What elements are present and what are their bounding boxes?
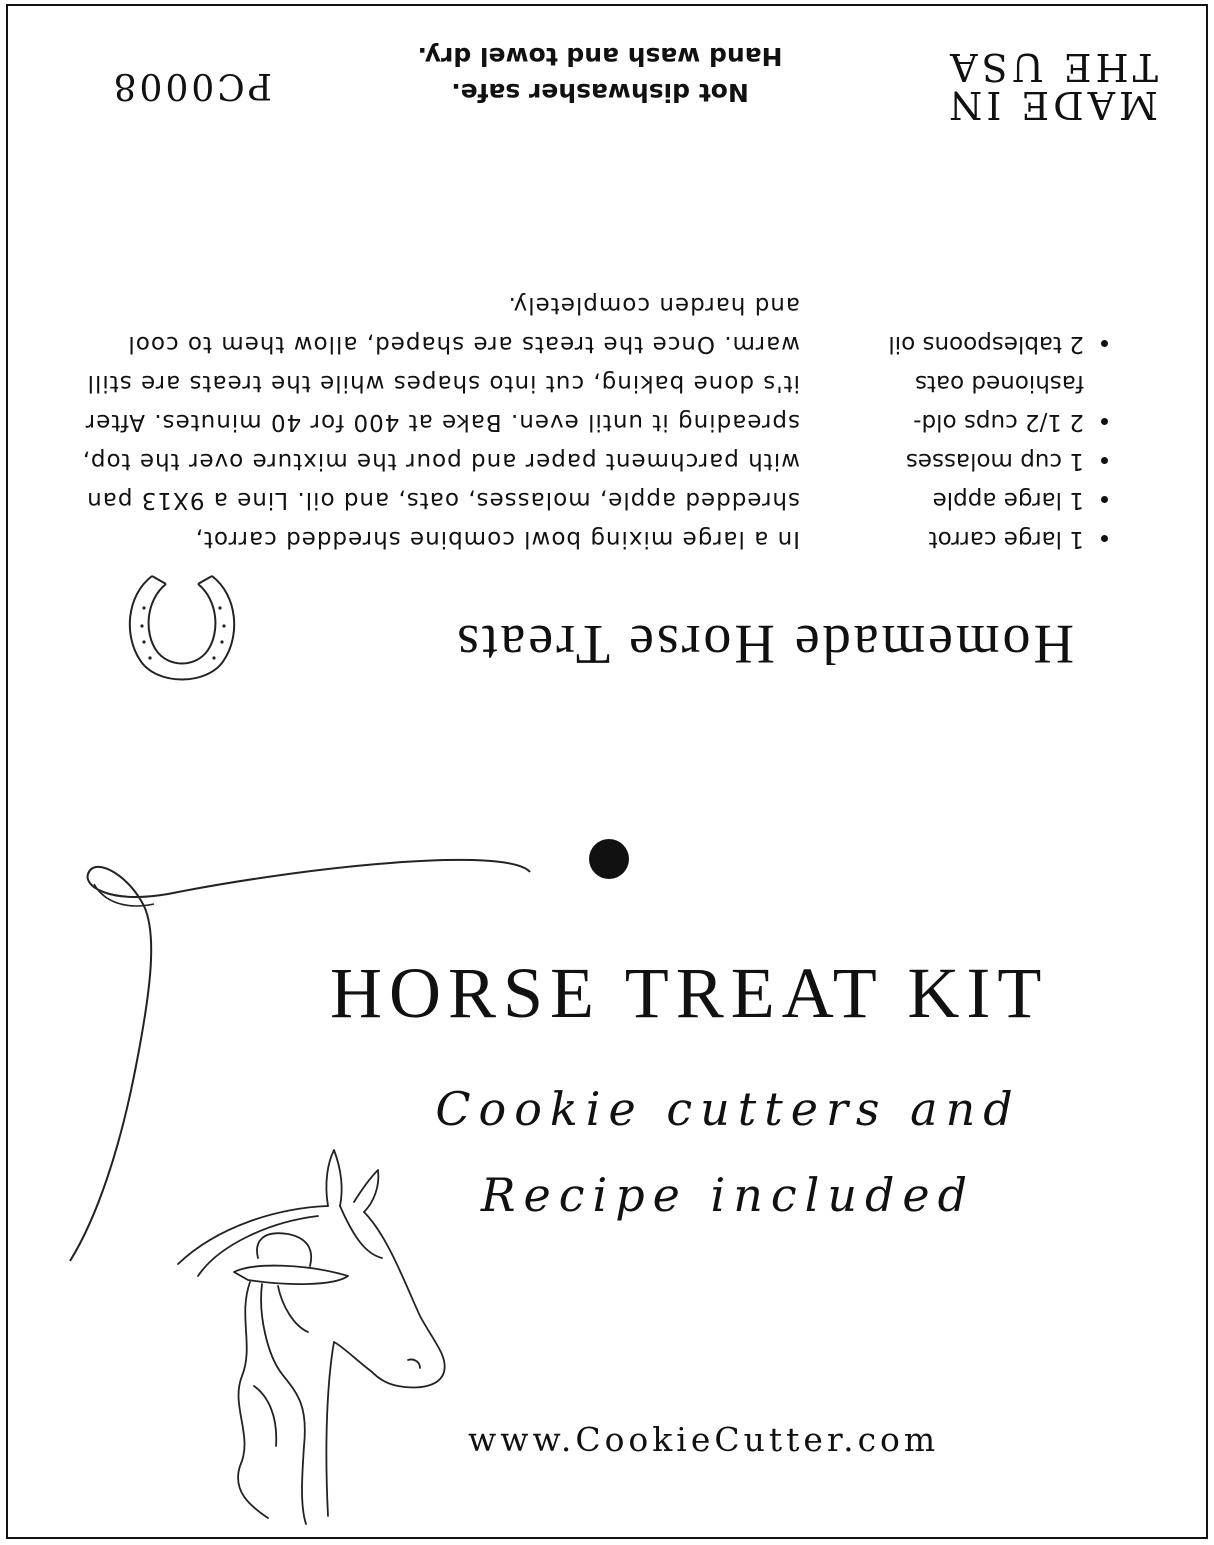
website-url: www.CookieCutter.com <box>468 1420 940 1459</box>
care-instructions: Not dishwasher safe. Hand wash and towel dry. <box>417 42 783 107</box>
ingredient-item: • 1 large carrot <box>818 519 1088 558</box>
ingredient-item: • 2 tablespoons oil <box>818 324 1088 363</box>
kit-subtitle: Cookie cutters and Recipe included <box>435 1082 1021 1222</box>
made-in-usa: MADE IN THE USA <box>945 45 1158 127</box>
ingredient-item: • 1 large apple <box>818 480 1088 519</box>
tag-card <box>6 4 1208 1539</box>
kit-title: HORSE TREAT KIT <box>330 953 1049 1033</box>
recipe-title: Homemade Horse Treats <box>454 613 1074 675</box>
ingredient-item: • 1 cup molasses <box>818 441 1088 480</box>
horse-illustration <box>158 1146 458 1526</box>
ingredient-item: • 2 1/2 cups old-fashioned oats <box>818 363 1088 441</box>
recipe-directions: In a large mixing bowl combine shredded carrot, shredded apple, molasses, oats, and oil. Line a 9X13 pan with parchment paper and pour the mixture over the top, spreading it until even. Bake at 400 for 40 minutes. After it's done baking, cut into shapes while the treats are still warm. Once the treats are shaped, allow them to cool and harden completely. <box>81 292 800 552</box>
product-code: PC0008 <box>110 65 272 106</box>
